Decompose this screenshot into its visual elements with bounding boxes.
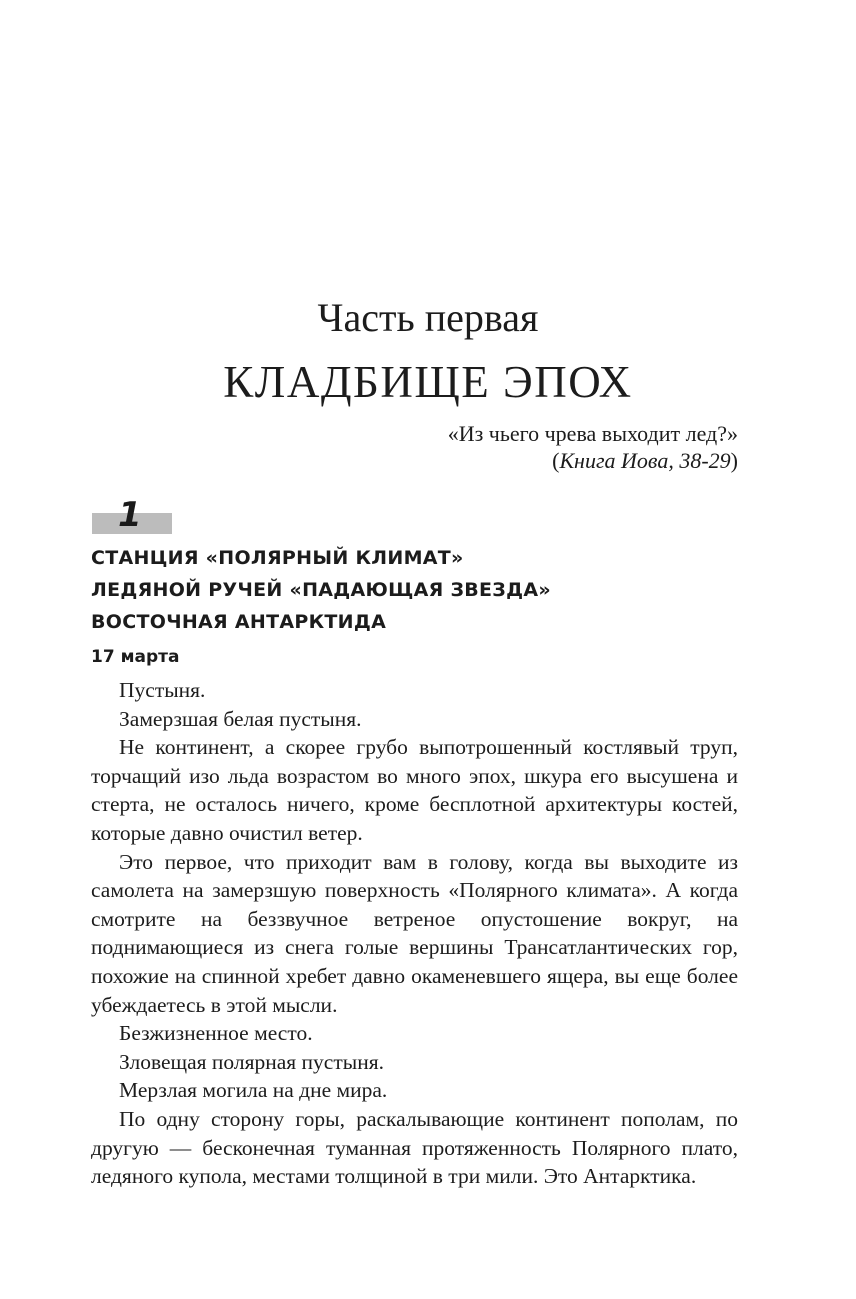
paragraph: По одну сторону горы, раскалывающие континент пополам, по другую — бесконечная туманная протяженность Полярного плато, ледяного купола, местами толщиной в три мили. Это Антарктика. — [91, 1106, 738, 1189]
chapter-number: 1 — [118, 495, 142, 535]
chapter-body — [91, 676, 738, 1191]
paragraph: Замерзшая белая пустыня. — [119, 706, 362, 731]
paragraph: Безжизненное место. — [119, 1021, 313, 1046]
chapter-location-line-2: ЛЕДЯНОЙ РУЧЕЙ «ПАДАЮЩАЯ ЗВЕЗДА» — [91, 579, 551, 601]
chapter-location-line-1: СТАНЦИЯ «ПОЛЯРНЫЙ КЛИМАТ» — [91, 547, 464, 569]
paragraph: Мерзлая могила на дне мира. — [119, 1078, 388, 1103]
epigraph-close-paren: ) — [730, 448, 738, 473]
paragraph: Зловещая полярная пустыня. — [119, 1049, 384, 1074]
chapter-date: 17 марта — [91, 647, 180, 667]
part-label: Часть первая — [317, 295, 539, 340]
chapter-location-line-3: ВОСТОЧНАЯ АНТАРКТИДА — [91, 611, 387, 633]
paragraph: Пустыня. — [119, 678, 206, 702]
epigraph-source-line — [448, 447, 738, 474]
epigraph — [448, 420, 738, 474]
part-title: КЛАДБИЩЕ ЭПОХ — [223, 357, 633, 407]
paragraph: Не континент, а скорее грубо выпотрошенный костлявый труп, торчащий изо льда возрастом во много эпох, шкура его высушена и стерта, не осталось ничего, кроме бесплотной архитектуры костей, которые давно очистил ветер. — [91, 735, 738, 845]
epigraph-source: Книга Иова, 38-29 — [559, 448, 731, 473]
epigraph-quote: «Из чьего чрева выходит лед?» — [447, 421, 738, 446]
epigraph-open-paren: ( — [552, 448, 560, 473]
paragraph: Это первое, что приходит вам в голову, когда вы выходите из самолета на замерзшую поверхность «Полярного климата». А когда смотрите на беззвучное ветреное опустошение вокруг, на поднимающиеся из снега голые вершины Трансатлантических гор, похожие на спинной хребет давно окаменевшего ящера, вы еще более убеждаетесь в этой мысли. — [91, 849, 738, 1017]
